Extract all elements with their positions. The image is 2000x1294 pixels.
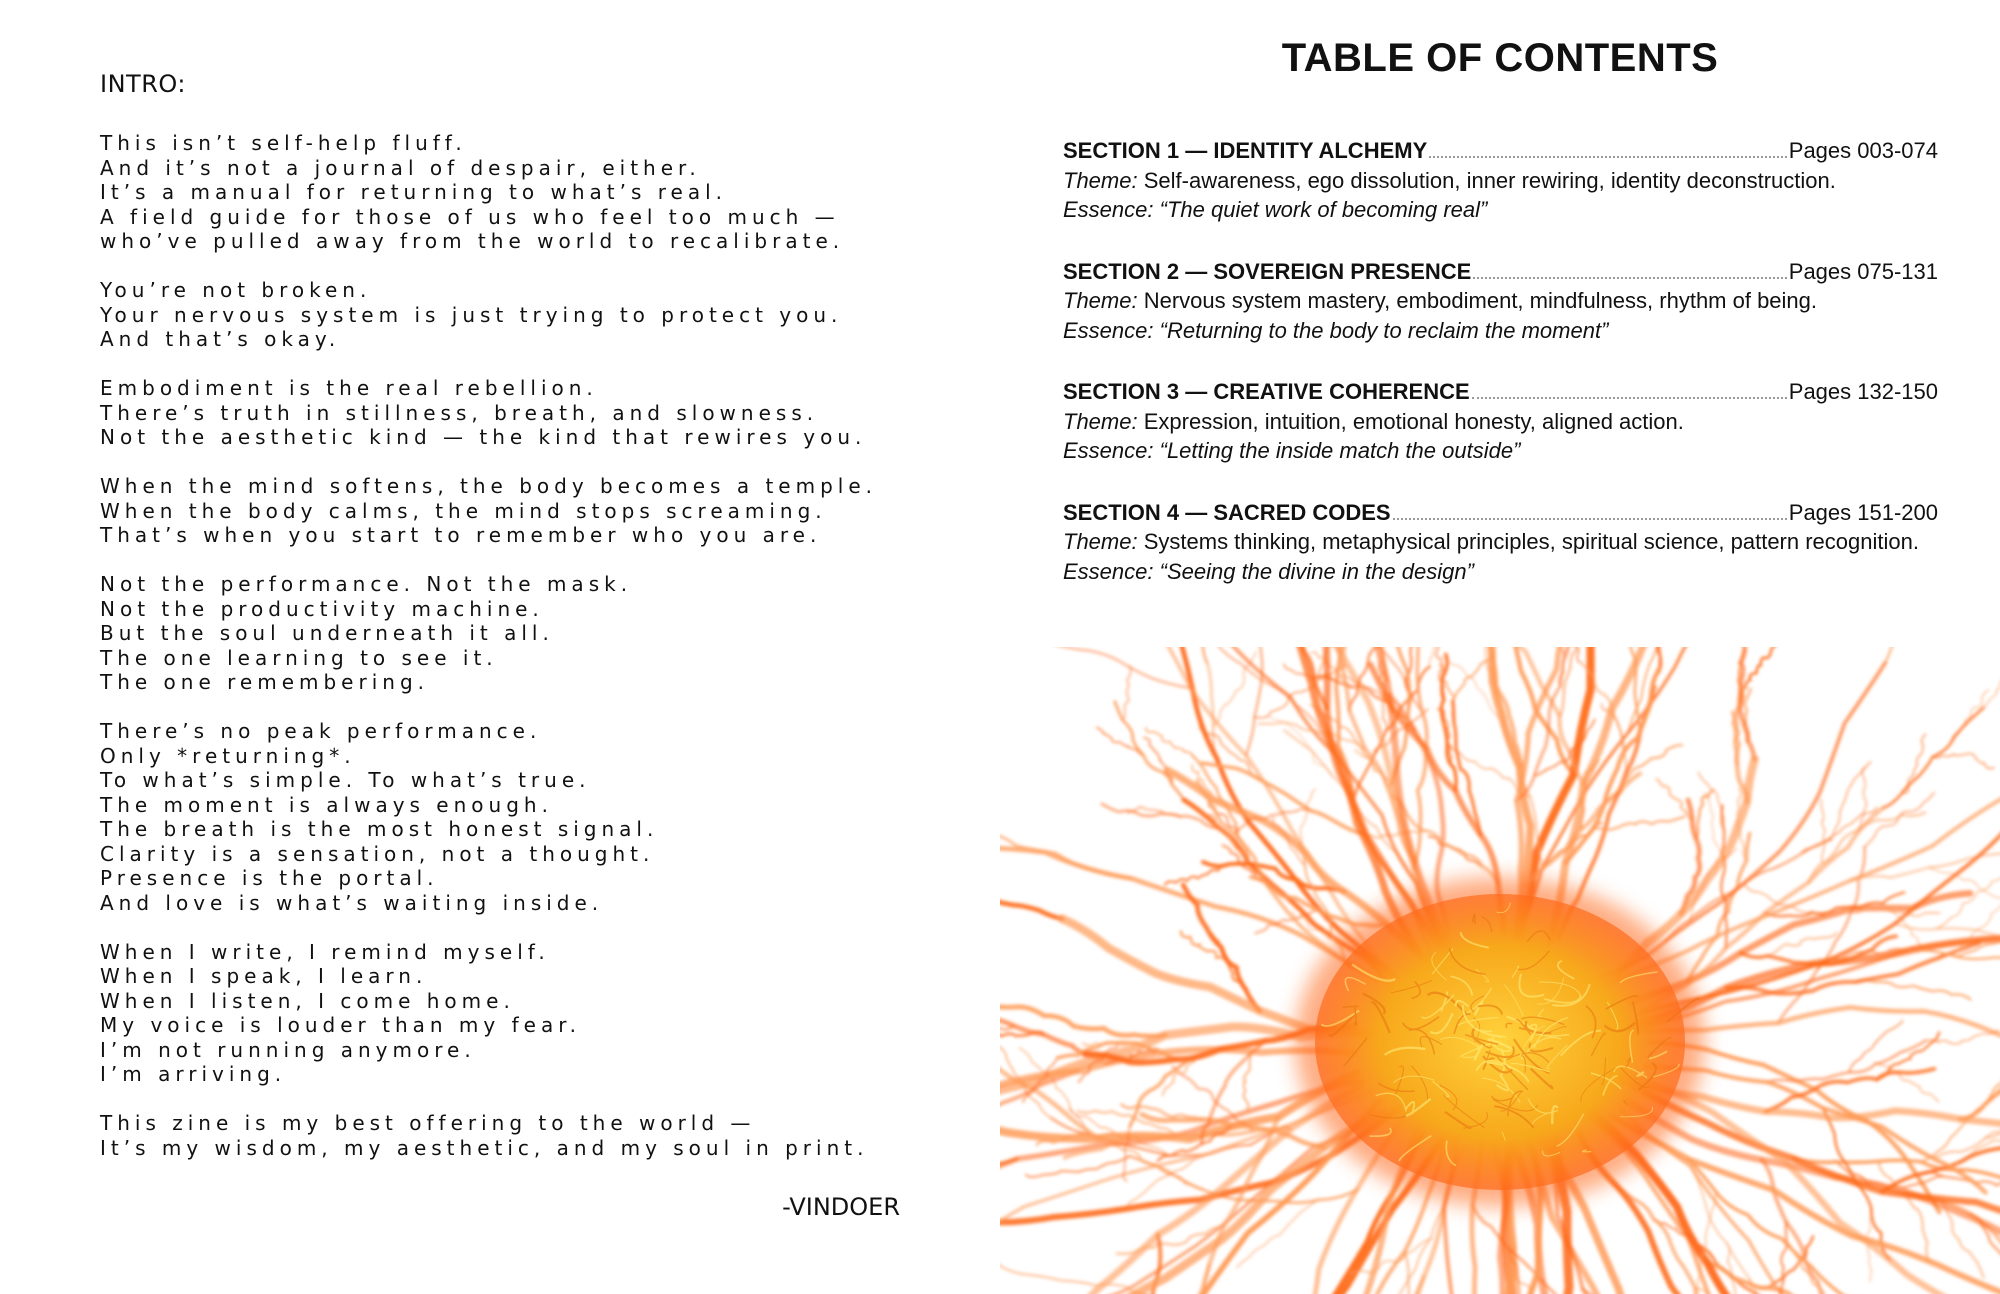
theme-text: Nervous system mastery, embodiment, mindfulness, rhythm of being. <box>1143 288 1818 313</box>
toc-theme <box>1063 407 1938 437</box>
poem-line: The one learning to see it. <box>100 645 498 670</box>
poem-line: When I write, I remind myself. <box>100 939 550 964</box>
poem-line: It’s my wisdom, my aesthetic, and my soul in print. <box>100 1135 869 1160</box>
intro-poem <box>100 131 980 1185</box>
poem-line: There’s truth in stillness, breath, and slowness. <box>100 400 819 425</box>
toc-section-4 <box>1063 498 1938 587</box>
toc-essence <box>1063 436 1938 466</box>
poem-line: You’re not broken. <box>100 278 372 302</box>
essence-text: “Letting the inside match the outside” <box>1159 438 1521 463</box>
poem-line: The breath is the most honest signal. <box>100 817 659 841</box>
poem-line: My voice is louder than my fear. <box>100 1013 581 1037</box>
toc-theme <box>1063 286 1938 316</box>
tendril-line <box>1929 868 2000 913</box>
tendril-line <box>1635 1078 2000 1294</box>
poem-line: I’m not running anymore. <box>100 1037 476 1062</box>
tendril-line <box>1721 806 1726 948</box>
tendril-line <box>1000 647 1190 688</box>
poem-line: Your nervous system is just trying to protect you. <box>100 302 843 327</box>
poem-stanza <box>100 131 980 254</box>
tendril-line <box>1696 790 1713 839</box>
toc-theme <box>1063 166 1938 196</box>
toc-page-range: Pages 075-131 <box>1788 258 1938 284</box>
tendril-line <box>1244 1054 1250 1109</box>
toc-page-range: Pages 151-200 <box>1788 499 1938 525</box>
tendril-line <box>1428 836 1482 866</box>
tendril-line <box>1102 804 1219 828</box>
toc-section-2 <box>1063 257 1938 346</box>
tendril-line <box>1745 647 1776 687</box>
tendril-line <box>1895 924 2000 991</box>
poem-line: And love is what’s waiting inside. <box>100 890 604 915</box>
toc-list <box>1063 136 1938 618</box>
tendril-line <box>1300 789 1316 845</box>
essence-text: “The quiet work of becoming real” <box>1159 197 1488 222</box>
neuron-burst-icon <box>1000 647 2000 1294</box>
tendril-line <box>1708 1263 1866 1294</box>
poem-stanza <box>100 940 980 1087</box>
poem-line: Only *returning*. <box>100 743 356 768</box>
poem-line: The moment is always enough. <box>100 792 553 817</box>
poem-line: When the mind softens, the body becomes a temple. <box>100 474 877 498</box>
toc-dot-leader <box>1393 517 1787 520</box>
tendril-line <box>1984 653 2000 708</box>
poem-line: Clarity is a sensation, not a thought. <box>100 841 655 866</box>
tendril-line <box>1659 647 1668 669</box>
poem-line: I’m arriving. <box>100 1062 287 1086</box>
poem-line: To what’s simple. To what’s true. <box>100 768 591 792</box>
poem-stanza <box>100 278 980 352</box>
poem-line: A field guide for those of us who feel too much — <box>100 204 840 229</box>
tendril-line <box>1821 799 1825 863</box>
toc-entry-row[interactable] <box>1063 498 1938 528</box>
toc-dot-leader <box>1472 396 1787 399</box>
poem-stanza <box>100 1111 980 1160</box>
theme-label: Theme: <box>1063 288 1138 313</box>
tendril-line <box>1000 867 1062 919</box>
author-signature: -VINDOER <box>782 1193 900 1221</box>
poem-stanza <box>100 719 980 915</box>
poem-stanza <box>100 474 980 548</box>
toc-dot-leader <box>1473 276 1786 279</box>
essence-label: Essence: <box>1063 197 1154 222</box>
poem-line: When the body calms, the mind stops screaming. <box>100 498 827 523</box>
toc-title: TABLE OF CONTENTS <box>1281 36 1719 80</box>
poem-line: And that’s okay. <box>100 327 341 351</box>
poem-line: It’s a manual for returning to what’s real. <box>100 180 728 204</box>
tendril-line <box>1000 784 1131 879</box>
tendril-line <box>1026 1156 1130 1177</box>
tendril-line <box>1200 725 1260 780</box>
essence-label: Essence: <box>1063 558 1154 584</box>
poem-stanza <box>100 572 980 695</box>
tendril-line <box>1778 847 1865 1023</box>
tendril-line <box>1960 996 2000 1119</box>
poem-line: Not the aesthetic kind — the kind that rewires you. <box>100 425 867 449</box>
essence-text: “Returning to the body to reclaim the moment” <box>1159 317 1609 343</box>
toc-page-range: Pages 132-150 <box>1788 379 1938 404</box>
toc-entry-row[interactable] <box>1063 377 1938 407</box>
poem-line: who’ve pulled away from the world to recalibrate. <box>100 229 845 253</box>
toc-essence <box>1063 195 1938 225</box>
theme-label: Theme: <box>1063 529 1138 554</box>
tendril-line <box>1933 754 1994 769</box>
theme-label: Theme: <box>1063 167 1138 193</box>
toc-essence <box>1063 316 1938 346</box>
toc-section-name: SECTION 4 — SACRED CODES <box>1063 499 1391 525</box>
essence-label: Essence: <box>1063 317 1154 343</box>
toc-dot-leader <box>1429 155 1787 158</box>
theme-text: Systems thinking, metaphysical principles, spiritual science, pattern recognition. <box>1143 529 1919 554</box>
toc-section-name: SECTION 1 — IDENTITY ALCHEMY <box>1063 138 1428 163</box>
poem-line: Presence is the portal. <box>100 866 439 890</box>
poem-line: This isn’t self-help fluff. <box>100 131 467 155</box>
toc-section-name: SECTION 3 — CREATIVE COHERENCE <box>1063 379 1470 404</box>
theme-text: Expression, intuition, emotional honesty, aligned action. <box>1143 408 1684 434</box>
toc-page <box>1000 0 2000 1294</box>
poem-line: This zine is my best offering to the world — <box>100 1111 756 1135</box>
tendril-line <box>1362 830 1423 837</box>
poem-line: When I speak, I learn. <box>100 964 428 988</box>
tendril-line <box>1259 723 1365 749</box>
poem-line: Not the performance. Not the mask. <box>100 572 633 596</box>
tendril-line <box>1782 1239 1850 1294</box>
tendril-line <box>1146 728 1193 756</box>
tendril-line <box>1885 647 1996 663</box>
poem-line: Embodiment is the real rebellion. <box>100 376 598 400</box>
poem-line: And it’s not a journal of despair, either. <box>100 155 701 180</box>
toc-entry-row[interactable] <box>1063 257 1938 287</box>
tendril-line <box>1097 727 1144 755</box>
toc-essence <box>1063 557 1938 587</box>
theme-text: Self-awareness, ego dissolution, inner rewiring, identity deconstruction. <box>1143 167 1836 193</box>
tendril-line <box>1831 762 1870 840</box>
poem-stanza <box>100 376 980 450</box>
tendril-line <box>1856 980 1971 999</box>
neuron-artwork <box>1000 647 2000 1294</box>
toc-entry-row[interactable] <box>1063 136 1938 166</box>
poem-line: Not the productivity machine. <box>100 596 544 621</box>
poem-line: But the soul underneath it all. <box>100 621 554 645</box>
essence-text: “Seeing the divine in the design” <box>1159 558 1474 584</box>
toc-section-1 <box>1063 136 1938 225</box>
tendril-line <box>1902 734 1926 793</box>
intro-heading: INTRO: <box>100 70 186 98</box>
essence-label: Essence: <box>1063 438 1154 463</box>
tendril-line <box>1192 1285 1347 1294</box>
poem-line: There’s no peak performance. <box>100 719 542 743</box>
tendril-line <box>1583 1289 1737 1294</box>
toc-section-3 <box>1063 377 1938 466</box>
tendril-line <box>1740 647 1754 759</box>
poem-line: When I listen, I come home. <box>100 988 515 1013</box>
theme-label: Theme: <box>1063 408 1138 434</box>
tendril-line <box>1123 666 1131 720</box>
poem-line: That’s when you start to remember who you are. <box>100 523 822 547</box>
toc-page-range: Pages 003-074 <box>1788 138 1938 163</box>
toc-theme <box>1063 527 1938 557</box>
poem-line: The one remembering. <box>100 670 429 694</box>
toc-section-name: SECTION 2 — SOVEREIGN PRESENCE <box>1063 258 1472 284</box>
